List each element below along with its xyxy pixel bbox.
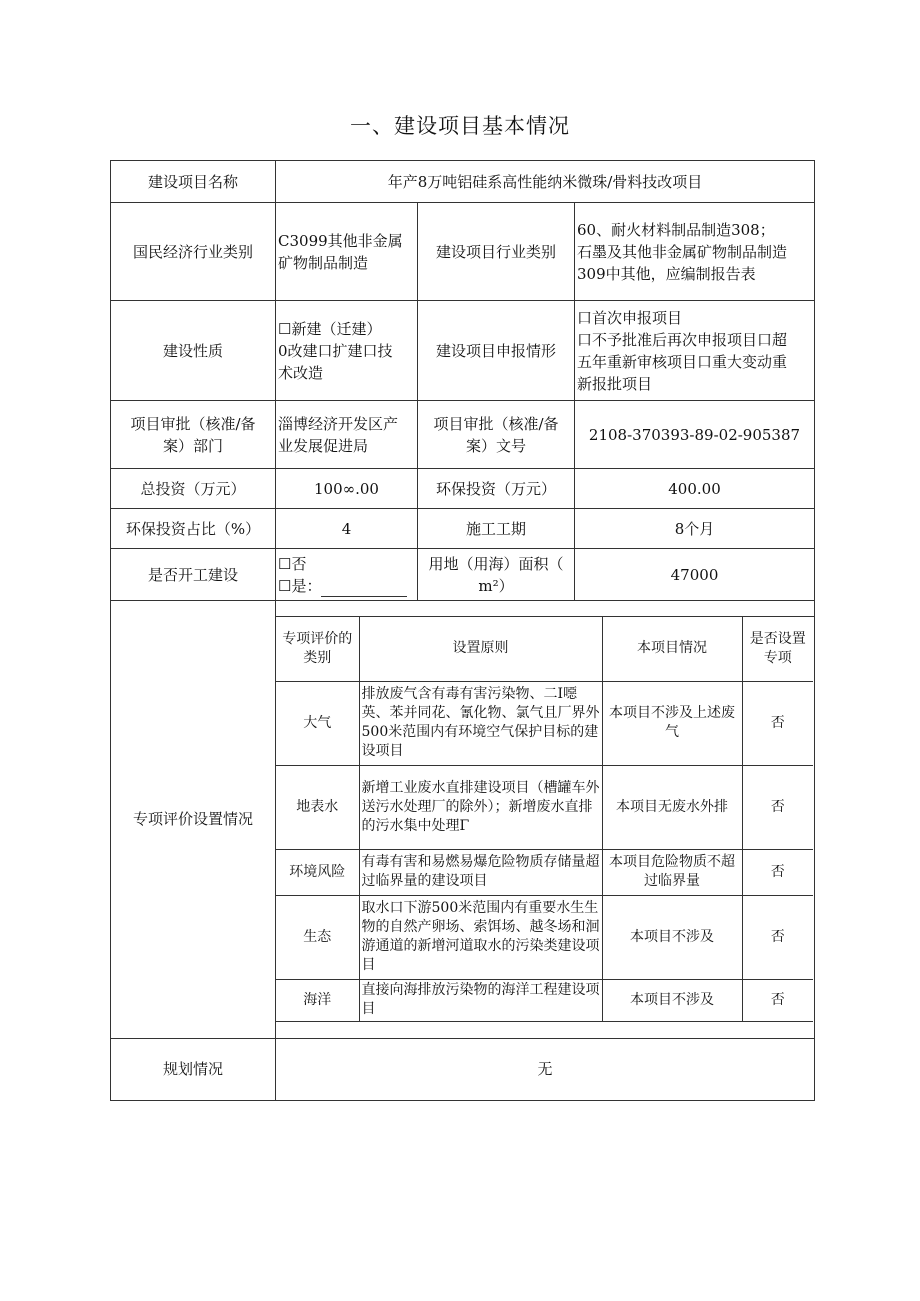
special-principle: 直接向海排放污染物的海洋工程建设项目 <box>359 979 602 1021</box>
row-project-name <box>111 161 815 203</box>
area-label-line: 用地（用海）面积（ <box>428 554 564 573</box>
special-label: 专项评价设置情况 <box>111 601 276 1039</box>
env-ratio-value: 4 <box>276 509 418 549</box>
env-invest-label: 环保投资（万元） <box>418 469 575 509</box>
special-row <box>276 849 813 895</box>
special-row <box>276 765 813 849</box>
declare-line: 五年重新审核项目口重大变动重 <box>577 352 788 371</box>
special-type: 地表水 <box>276 765 359 849</box>
total-invest-value: 100∞.00 <box>276 469 418 509</box>
area-label <box>418 549 575 601</box>
started-yes-line <box>278 575 415 597</box>
row-plan <box>111 1038 815 1100</box>
plan-label: 规划情况 <box>111 1038 276 1100</box>
special-situation: 本项目不涉及 <box>602 979 742 1021</box>
row-nature <box>111 301 815 401</box>
declare-line: 新报批项目 <box>577 374 653 393</box>
nature-line: ☐新建（迁建） <box>278 319 382 338</box>
special-principle: 排放废气含有毒有害污染物、二I噁英、苯并同花、氰化物、氯气且厂界外500米范围内有环境空气保护目标的建设项目 <box>359 681 602 765</box>
industry-value-line: 矿物制品制造 <box>278 253 369 272</box>
approval-no-value: 2108-370393-89-02-905387 <box>575 401 815 469</box>
approval-dept-label-line: 案）部门 <box>162 436 223 455</box>
declare-label: 建设项目申报情形 <box>418 301 575 401</box>
project-name-value: 年产8万吨铝硅系高性能纳米微珠/骨料技改项目 <box>276 161 815 203</box>
declare-line: 口首次申报项目 <box>577 308 683 327</box>
nature-line: 术改造 <box>278 363 324 382</box>
row-industry <box>111 203 815 301</box>
row-approval <box>111 401 815 469</box>
started-date-blank <box>321 582 407 597</box>
period-value: 8个月 <box>575 509 815 549</box>
row-ratio <box>111 509 815 549</box>
env-invest-value: 400.00 <box>575 469 815 509</box>
special-row <box>276 895 813 979</box>
special-table <box>276 617 813 1022</box>
page-title: 一、建设项目基本情况 <box>350 114 570 138</box>
special-situation: 本项目无废水外排 <box>602 765 742 849</box>
special-row <box>276 681 813 765</box>
special-top-spacer <box>276 601 814 617</box>
special-header-situation: 本项目情况 <box>602 617 742 681</box>
nature-value <box>276 301 418 401</box>
started-value <box>276 549 418 601</box>
project-industry-label: 建设项目行业类别 <box>418 203 575 301</box>
project-industry-line: 石墨及其他非金属矿物制品制造 <box>577 242 788 261</box>
nature-line: 0改建口扩建口技 <box>278 341 393 360</box>
project-industry-value <box>575 203 815 301</box>
project-name-label: 建设项目名称 <box>111 161 276 203</box>
industry-label: 国民经济行业类别 <box>111 203 276 301</box>
approval-dept-label-line: 项目审批（核准/备 <box>130 414 256 433</box>
area-label-line: m²） <box>478 576 514 595</box>
period-label: 施工工期 <box>418 509 575 549</box>
declare-value <box>575 301 815 401</box>
special-situation: 本项目危险物质不超过临界量 <box>602 849 742 895</box>
project-info-table <box>110 160 815 1101</box>
nature-label: 建设性质 <box>111 301 276 401</box>
approval-no-label-line: 案）文号 <box>465 436 526 455</box>
industry-value <box>276 203 418 301</box>
special-situation: 本项目不涉及 <box>602 895 742 979</box>
special-setup: 否 <box>742 681 813 765</box>
special-bottom-spacer <box>276 1022 814 1038</box>
approval-no-label-line: 项目审批（核准/备 <box>433 414 559 433</box>
approval-no-label <box>418 401 575 469</box>
special-setup: 否 <box>742 765 813 849</box>
approval-dept-value <box>276 401 418 469</box>
plan-value: 无 <box>276 1038 815 1100</box>
special-setup: 否 <box>742 895 813 979</box>
row-investment <box>111 469 815 509</box>
special-row <box>276 979 813 1021</box>
approval-dept-line: 业发展促进局 <box>278 436 369 455</box>
started-no: ☐否 <box>278 554 307 573</box>
special-header-row <box>276 617 813 681</box>
declare-line: 口不予批准后再次申报项目口超 <box>577 330 788 349</box>
special-principle: 有毒有害和易燃易爆危险物质存储量超过临界量的建设项目 <box>359 849 602 895</box>
total-invest-label: 总投资（万元） <box>111 469 276 509</box>
row-special <box>111 601 815 1039</box>
project-industry-line: 60、耐火材料制品制造308； <box>577 220 775 239</box>
approval-dept-label <box>111 401 276 469</box>
approval-dept-line: 淄博经济开发区产 <box>278 414 399 433</box>
special-type: 大气 <box>276 681 359 765</box>
special-setup: 否 <box>742 849 813 895</box>
special-type: 生态 <box>276 895 359 979</box>
special-header-type: 专项评价的类别 <box>276 617 359 681</box>
special-header-setup: 是否设置专项 <box>742 617 813 681</box>
special-header-principle: 设置原则 <box>359 617 602 681</box>
special-type: 环境风险 <box>276 849 359 895</box>
env-ratio-label: 环保投资占比（%） <box>111 509 276 549</box>
row-started <box>111 549 815 601</box>
special-type: 海洋 <box>276 979 359 1021</box>
special-table-cell <box>276 601 815 1039</box>
started-label: 是否开工建设 <box>111 549 276 601</box>
started-yes: ☐是： <box>278 576 322 595</box>
special-situation: 本项目不涉及上述废气 <box>602 681 742 765</box>
industry-value-line: C3099其他非金属 <box>278 231 403 250</box>
project-industry-line: 309中其他，应编制报告表 <box>577 264 756 283</box>
special-principle: 新增工业废水直排建设项目（槽罐车外送污水处理厂的除外）；新增废水直排的污水集中处理Γ <box>359 765 602 849</box>
special-principle: 取水口下游500米范围内有重要水生生物的自然产卵场、索饵场、越冬场和洄游通道的新增河道取水的污染类建设项目 <box>359 895 602 979</box>
area-value: 47000 <box>575 549 815 601</box>
special-setup: 否 <box>742 979 813 1021</box>
